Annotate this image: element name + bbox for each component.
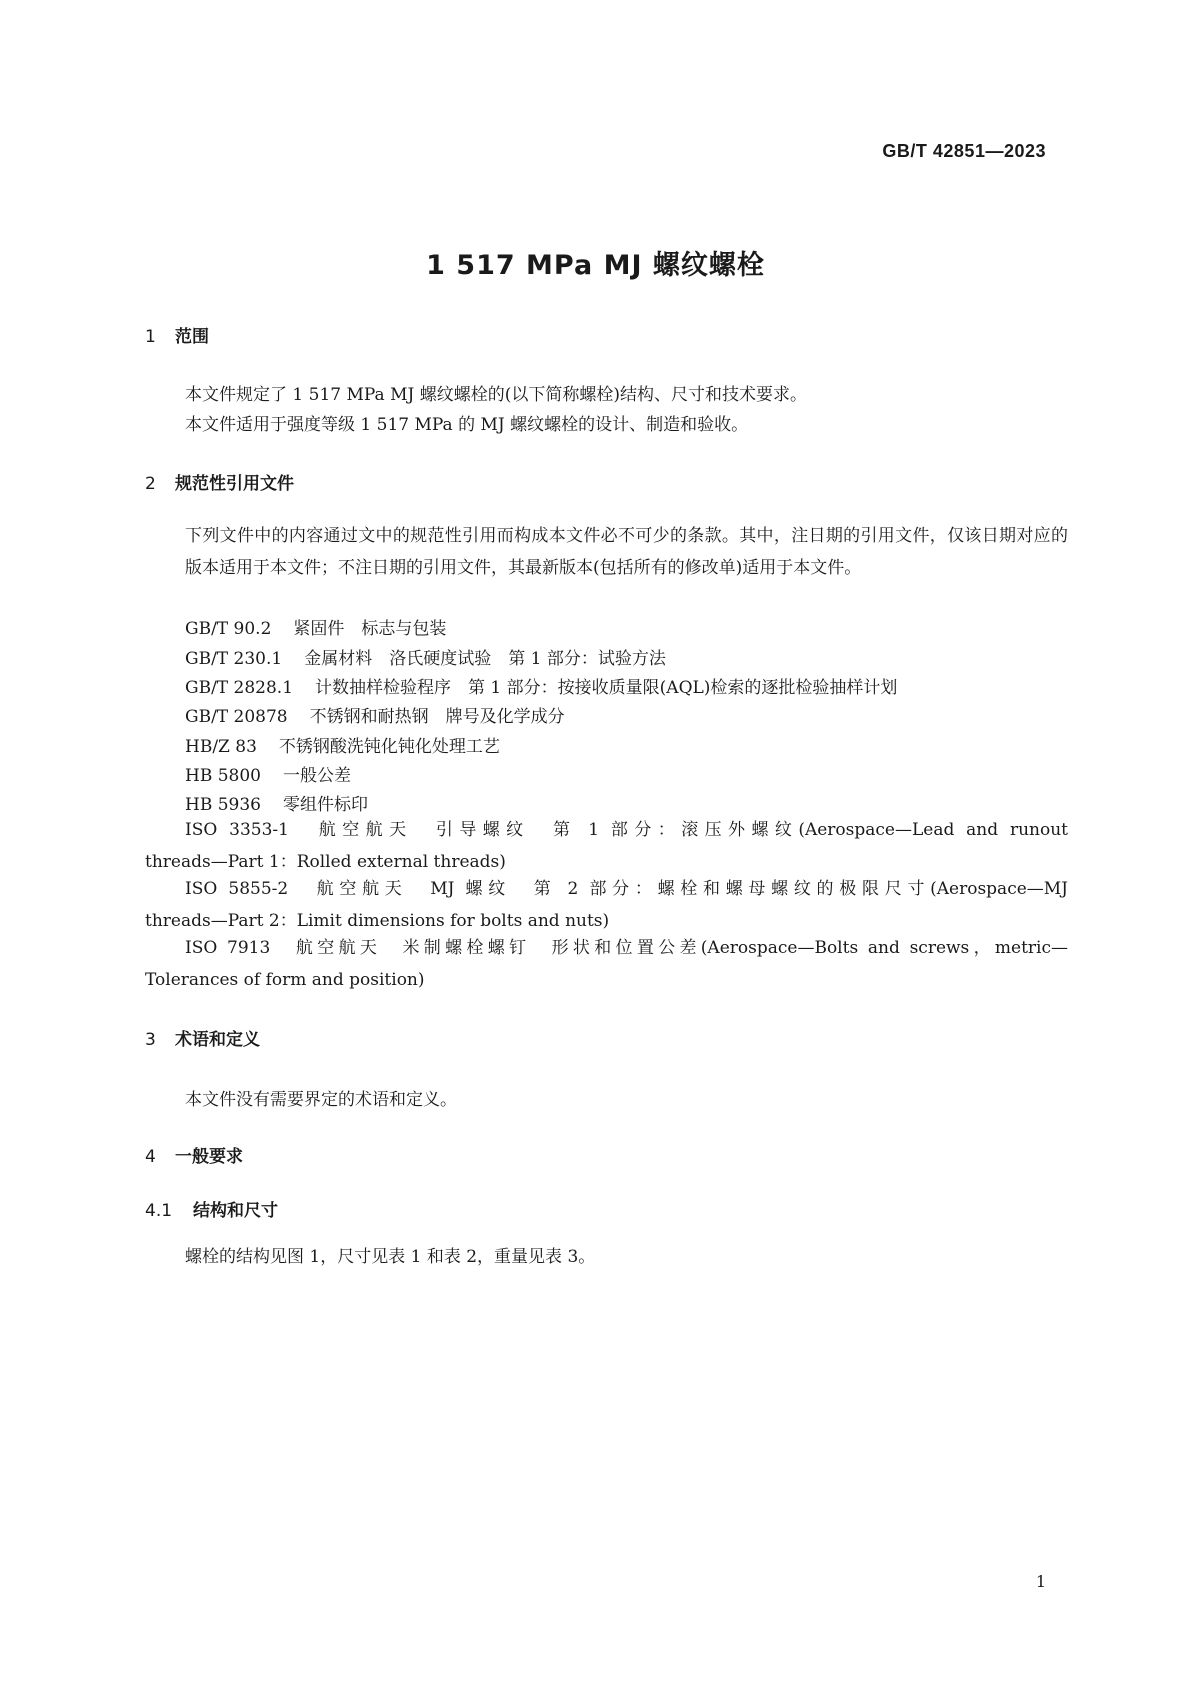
reference-code: GB/T 90.2 bbox=[185, 619, 272, 639]
reference-item bbox=[185, 644, 666, 669]
reference-title: 一般公差 bbox=[283, 766, 351, 786]
reference-code: HB 5800 bbox=[185, 766, 261, 786]
reference-title: 零组件标印 bbox=[283, 795, 368, 815]
section-title: 规范性引用文件 bbox=[175, 474, 294, 494]
reference-line: threads—Part 1：Rolled external threads) bbox=[145, 851, 506, 872]
reference-title: 计数抽样检验程序 第 1 部分：按接收质量限(AQL)检索的逐批检验抽样计划 bbox=[315, 678, 898, 698]
section-title: 范围 bbox=[175, 327, 209, 347]
reference-item bbox=[145, 815, 1068, 878]
reference-item bbox=[145, 874, 1068, 937]
reference-item bbox=[185, 702, 565, 727]
reference-title: 金属材料 洛氏硬度试验 第 1 部分：试验方法 bbox=[304, 649, 666, 669]
reference-code: GB/T 2828.1 bbox=[185, 678, 294, 698]
reference-title: 紧固件 标志与包装 bbox=[293, 619, 447, 639]
reference-code: GB/T 230.1 bbox=[185, 649, 283, 669]
paragraph: 本文件没有需要界定的术语和定义。 bbox=[185, 1090, 457, 1110]
reference-title: 不锈钢酸洗钝化钝化处理工艺 bbox=[278, 737, 500, 757]
references-intro bbox=[145, 521, 1068, 584]
page-title: 1 517 MPa MJ 螺纹螺栓 bbox=[426, 250, 765, 281]
section-1-heading bbox=[145, 322, 209, 347]
section-3-heading bbox=[145, 1025, 260, 1050]
reference-item bbox=[185, 732, 500, 757]
reference-item bbox=[185, 761, 351, 786]
page-number: 1 bbox=[1035, 1572, 1046, 1591]
section-title: 一般要求 bbox=[175, 1147, 243, 1167]
section-4-1-heading bbox=[145, 1196, 278, 1221]
section-number: 4.1 bbox=[145, 1201, 173, 1221]
paragraph: 螺栓的结构见图 1，尺寸见表 1 和表 2，重量见表 3。 bbox=[185, 1247, 596, 1267]
reference-item bbox=[185, 790, 368, 815]
section-title: 术语和定义 bbox=[175, 1030, 260, 1050]
reference-line: ISO 3353-1 航空航天 引导螺纹 第 1 部分：滚压外螺纹(Aerospace—Lead and runout bbox=[185, 820, 1068, 840]
reference-line: ISO 5855-2 航空航天 MJ 螺纹 第 2 部分：螺栓和螺母螺纹的极限尺寸(Aerospace—MJ bbox=[185, 879, 1068, 899]
paragraph: 下列文件中的内容通过文中的规范性引用而构成本文件必不可少的条款。其中，注日期的引用文件，仅该日期对应的版本适用于本文件；不注日期的引用文件，其最新版本(包括所有的修改单)适用于本文件。 bbox=[185, 526, 1068, 578]
reference-line: ISO 7913 航空航天 米制螺栓螺钉 形状和位置公差(Aerospace—Bolts and screws，metric— bbox=[185, 938, 1068, 958]
section-2-heading bbox=[145, 469, 294, 494]
reference-item bbox=[145, 933, 1068, 996]
section-4-heading bbox=[145, 1142, 243, 1167]
reference-code: GB/T 20878 bbox=[185, 707, 288, 727]
section-number: 4 bbox=[145, 1147, 156, 1167]
reference-item bbox=[185, 614, 446, 639]
section-number: 1 bbox=[145, 327, 156, 347]
section-title: 结构和尺寸 bbox=[193, 1201, 278, 1221]
paragraph: 本文件适用于强度等级 1 517 MPa 的 MJ 螺纹螺栓的设计、制造和验收。 bbox=[185, 415, 749, 435]
reference-title: 不锈钢和耐热钢 牌号及化学成分 bbox=[309, 707, 565, 727]
document-code: GB/T 42851—2023 bbox=[882, 141, 1046, 161]
reference-code: HB 5936 bbox=[185, 795, 261, 815]
paragraph: 本文件规定了 1 517 MPa MJ 螺纹螺栓的(以下简称螺栓)结构、尺寸和技术要求。 bbox=[185, 385, 807, 405]
reference-line: Tolerances of form and position) bbox=[145, 969, 425, 990]
reference-code: HB/Z 83 bbox=[185, 737, 257, 757]
section-number: 2 bbox=[145, 474, 156, 494]
reference-line: threads—Part 2：Limit dimensions for bolts and nuts) bbox=[145, 910, 610, 931]
section-number: 3 bbox=[145, 1030, 156, 1050]
reference-item bbox=[185, 673, 897, 698]
